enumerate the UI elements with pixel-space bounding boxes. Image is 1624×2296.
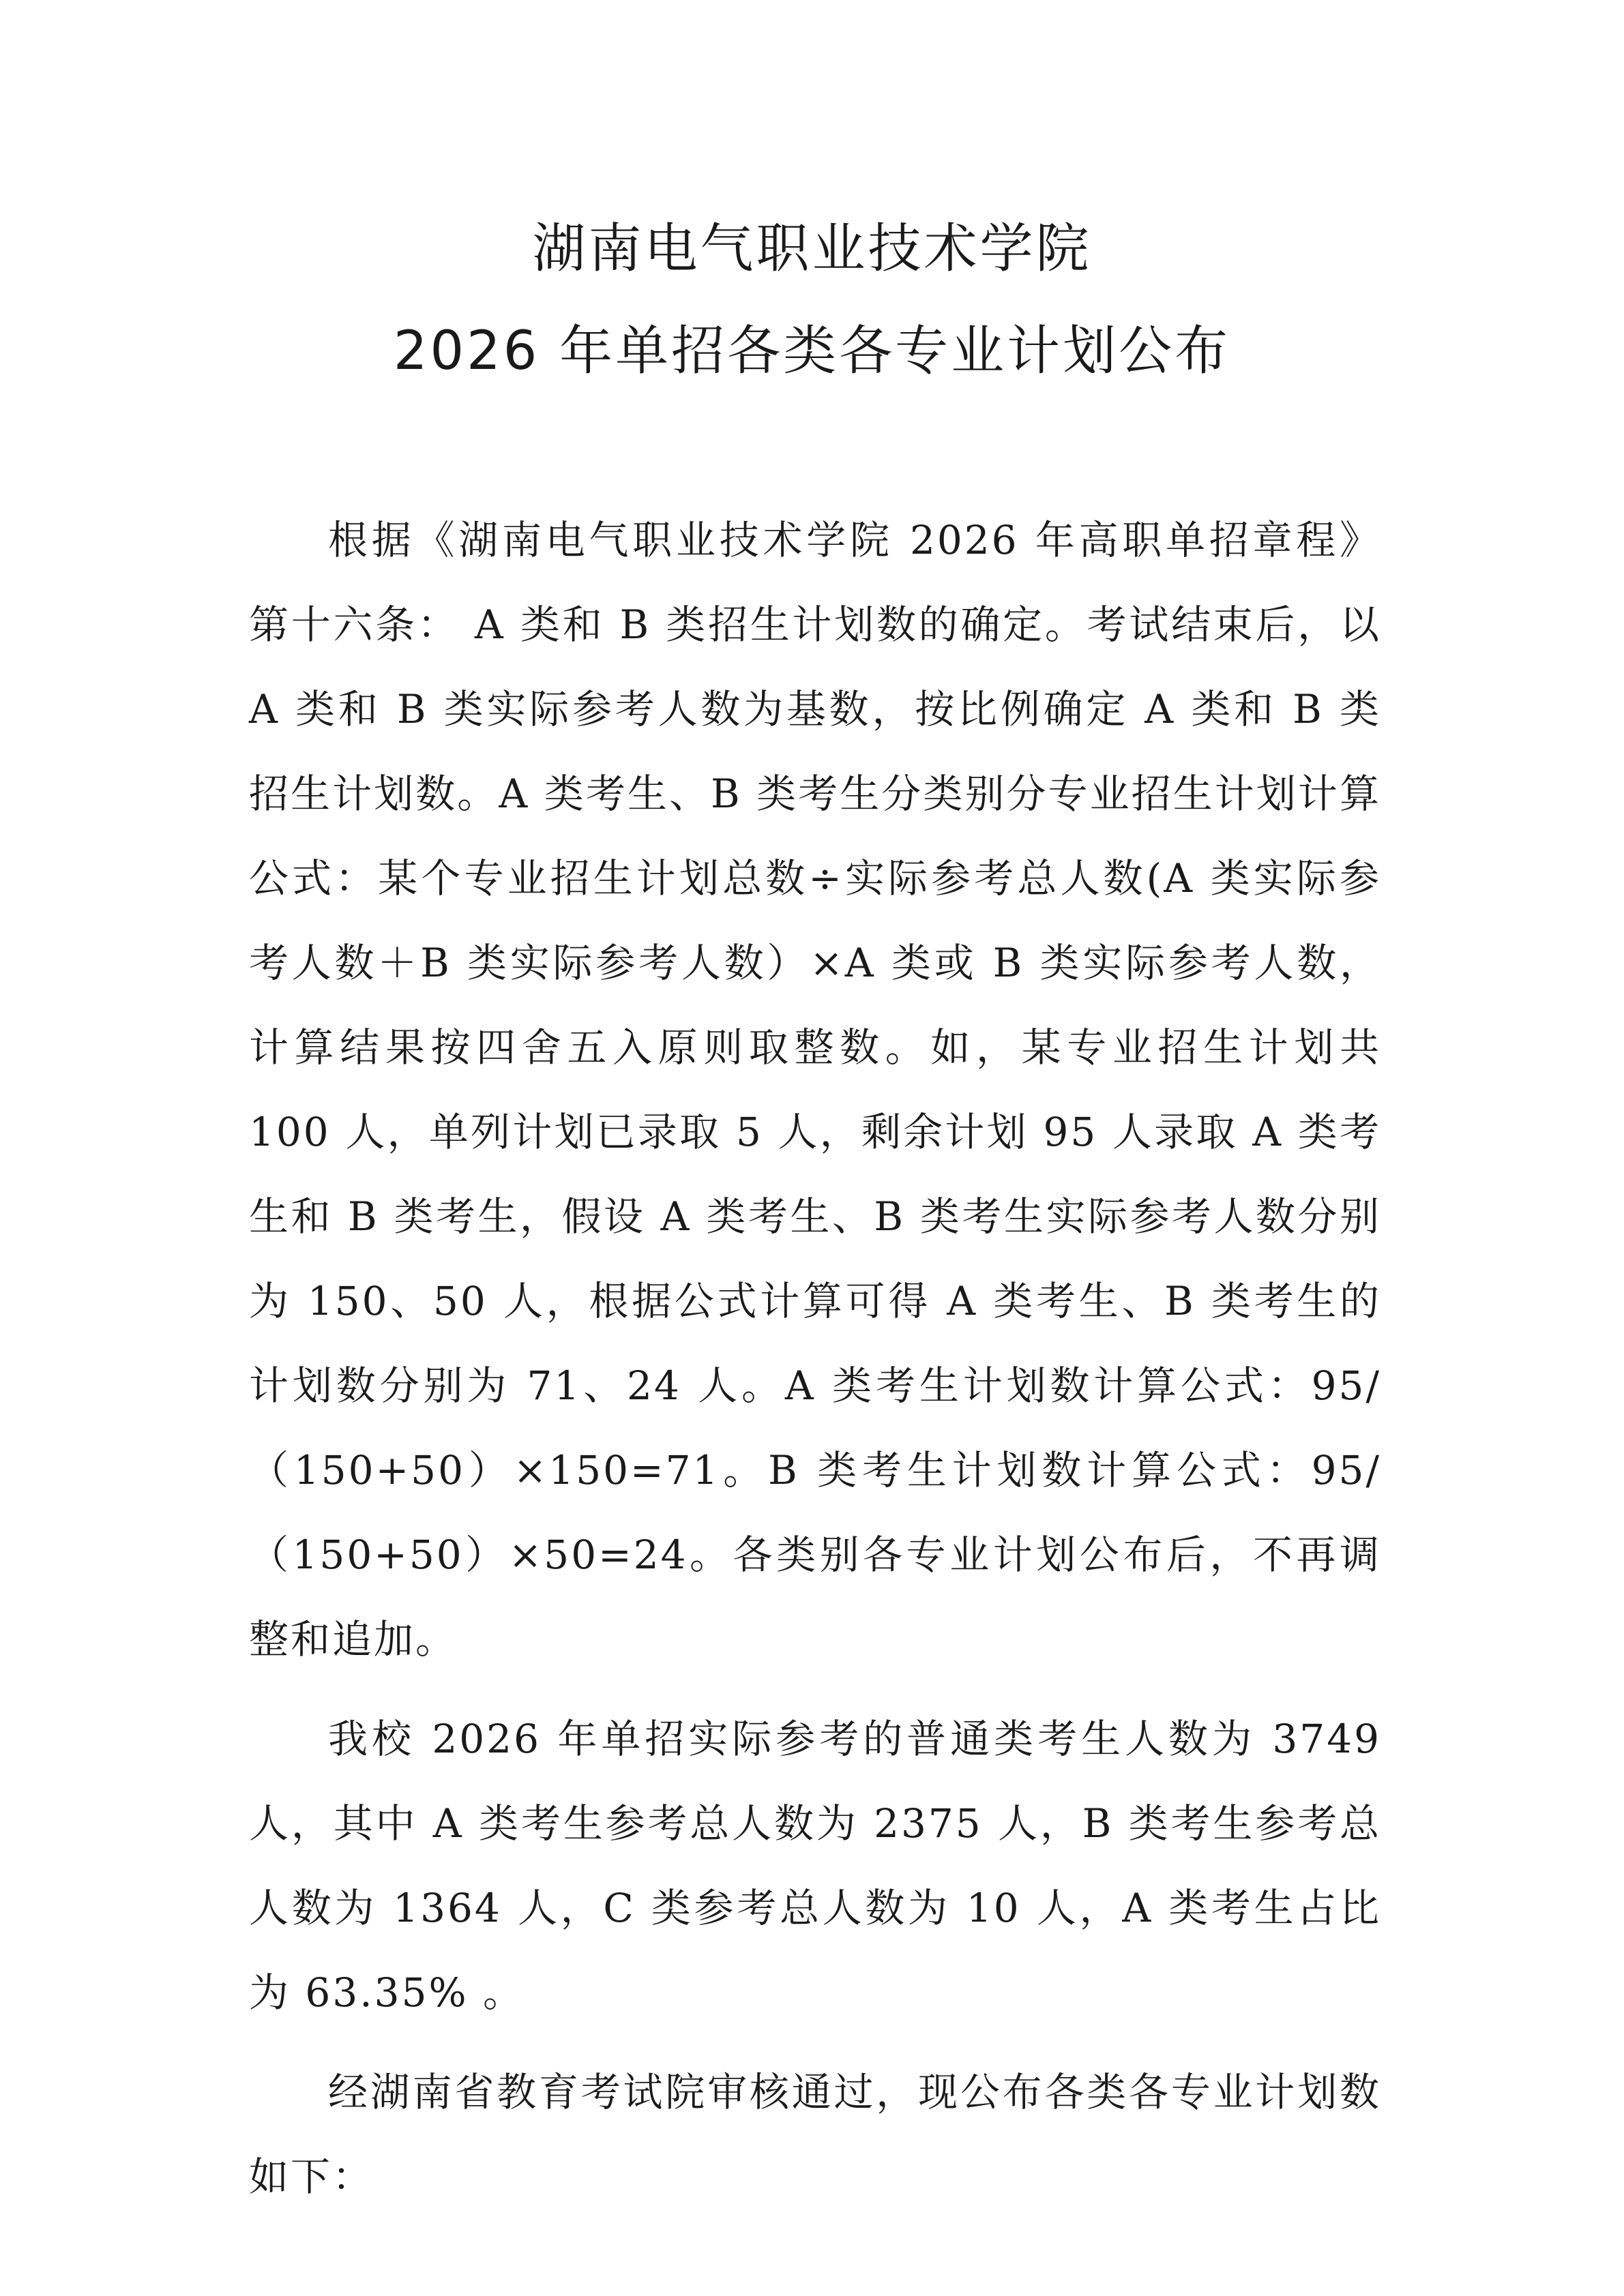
title-school-name: 湖南电气职业技术学院 [532,218,1092,280]
paragraph-calculation-rules: 根据《湖南电气职业技术学院 2026 年高职单招章程》第十六条： A 类和 B 类招生计划数的确定。考试结束后，以 A 类和 B 类实际参考人数为基数，按比例确定 A 类和 B 类招生计划数。A 类考生、B 类考生分类别分专业招生计划计算公式：某个专业招生计划总数÷实际参考总人数(A 类实际参考人数＋B 类实际参考人数）×A 类或 B 类实际参考人数，计算结果按四舍五入原则取整数。如，某专业招生计划共 100 人，单列计划已录取 5 人，剩余计划 95 人录取 A 类考生和 B 类考生，假设 A 类考生、B 类考生实际参考人数分别为 150、50 人，根据公式计算可得 A 类考生、B 类考生的计划数分别为 71、24 人。A 类考生计划数计算公式：95/（150+50）×150=71。B 类考生计划数计算公式：95/（150+50）×50=24。各类别各专业计划公布后，不再调整和追加。 [249,517,1381,1663]
document-title [0,198,1624,402]
paragraph-exam-statistics: 我校 2026 年单招实际参考的普通类考生人数为 3749 人，其中 A 类考生参考总人数为 2375 人，B 类考生参考总人数为 1364 人，C 类参考总人数为 10 人，A 类考生占比为 63.35% 。 [249,1716,1381,2016]
paragraph-announcement-intro: 经湖南省教育考试院审核通过，现公布各类各专业计划数如下： [249,2069,1381,2200]
document-body [249,498,1381,2234]
title-announcement: 2026 年单招各类各专业计划公布 [393,320,1231,382]
